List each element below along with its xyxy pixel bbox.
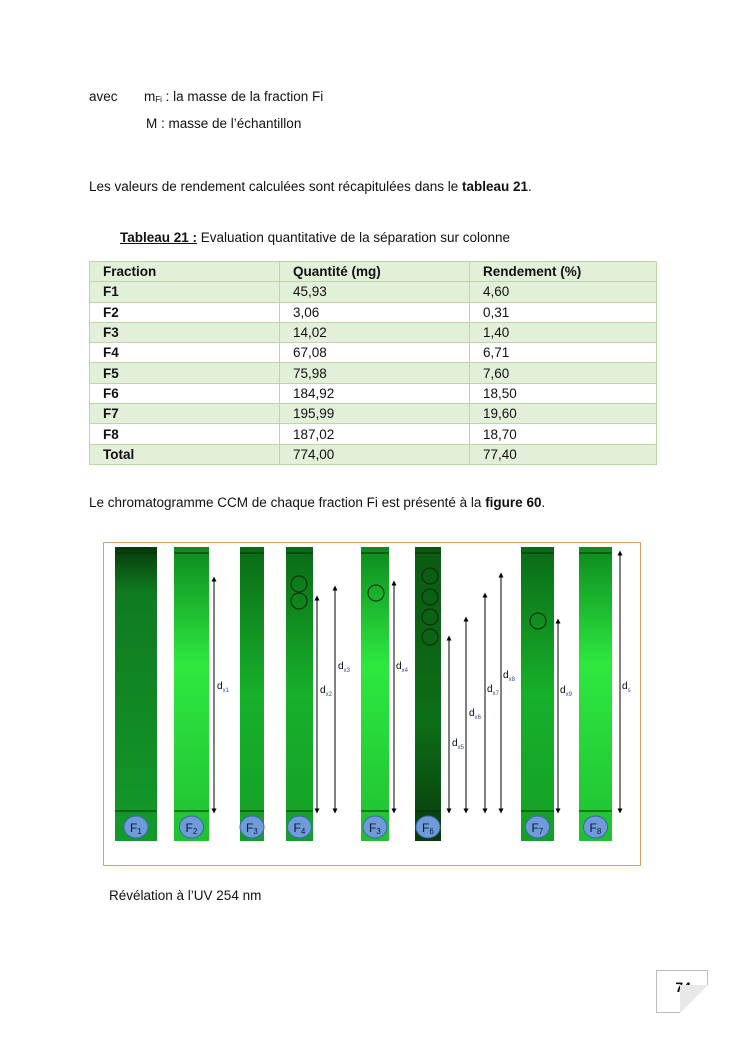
distance-label-sub: x7	[492, 691, 499, 697]
distance-label-sub: x3	[343, 668, 350, 674]
distance-label	[452, 738, 465, 751]
figure-intro	[89, 495, 545, 510]
quantity-cell: 75,98	[280, 363, 470, 383]
plate-body	[415, 547, 441, 841]
yield-cell: 77,40	[470, 444, 657, 464]
distance-label-main: d	[320, 685, 326, 696]
plate-body	[521, 547, 554, 841]
distance-label	[622, 681, 631, 694]
plate-label-letter: F	[531, 821, 539, 835]
tlc-figure	[103, 542, 641, 866]
quantity-cell: 67,08	[280, 343, 470, 363]
page-fold-decoration	[680, 985, 708, 1013]
plate-label-index: 4	[300, 827, 306, 836]
distance-label-sub: x4	[401, 668, 408, 674]
yield-cell: 18,50	[470, 383, 657, 403]
table-caption	[120, 230, 510, 245]
definition-m: M : masse de l’échantillon	[146, 116, 302, 131]
yield-cell: 4,60	[470, 282, 657, 302]
tlc-plate	[579, 547, 612, 841]
figure-intro-text: Le chromatogramme CCM de chaque fraction Fi est présenté à la	[89, 495, 486, 510]
plate-label-index: 1	[137, 827, 142, 836]
distance-label-main: d	[338, 661, 344, 672]
tlc-plate	[240, 547, 264, 841]
plate-body	[286, 547, 313, 841]
plate-label-letter: F	[246, 821, 254, 835]
plate-label-index: 2	[192, 827, 198, 836]
quantity-cell: 45,93	[280, 282, 470, 302]
distance-label-main: d	[503, 670, 509, 681]
tlc-plate	[415, 547, 441, 841]
distance-label-sub: s	[627, 688, 631, 694]
quantity-cell: 187,02	[280, 424, 470, 444]
figure-ref: figure 60	[485, 495, 542, 510]
header-yield: Rendement (%)	[470, 262, 657, 282]
table-row	[90, 322, 657, 342]
distance-label-sub: x6	[474, 715, 481, 721]
page-number-box	[656, 970, 708, 1013]
fraction-cell: F2	[90, 302, 280, 322]
table-row	[90, 282, 657, 302]
m-subscript: Fi	[155, 95, 162, 104]
distance-label-sub: x5	[457, 745, 464, 751]
quantity-cell: 3,06	[280, 302, 470, 322]
plate-body	[579, 547, 612, 841]
fraction-cell: F5	[90, 363, 280, 383]
distance-label-main: d	[396, 661, 402, 672]
fraction-cell: F6	[90, 383, 280, 403]
avec-label: avec	[89, 89, 118, 104]
quantity-cell: 195,99	[280, 404, 470, 424]
revelation-note: Révélation à l’UV 254 nm	[109, 888, 262, 903]
m-symbol: m	[144, 89, 156, 104]
distance-label	[320, 685, 333, 698]
distance-label	[469, 708, 482, 721]
plate-label-letter: F	[293, 821, 301, 835]
table-row	[90, 424, 657, 444]
header-quantity: Quantité (mg)	[280, 262, 470, 282]
distance-label	[560, 685, 573, 698]
distance-label-sub: x9	[565, 692, 572, 698]
yield-cell: 7,60	[470, 363, 657, 383]
intro-table-ref: tableau 21	[461, 179, 529, 194]
tlc-plate	[521, 547, 554, 841]
table-caption-text: Evaluation quantitative de la séparation sur colonne	[197, 230, 510, 245]
distance-label-main: d	[452, 738, 458, 749]
plate-label-letter: F	[589, 821, 597, 835]
distance-label	[487, 684, 500, 697]
fraction-cell: F3	[90, 322, 280, 342]
figure-intro-end: .	[541, 495, 546, 510]
distance-label-main: d	[622, 681, 628, 692]
fraction-cell: Total	[90, 444, 280, 464]
plate-label-letter: F	[369, 821, 377, 835]
plate-label-index: 7	[538, 827, 544, 836]
distance-label-main: d	[560, 685, 566, 696]
tlc-plate	[174, 547, 209, 841]
yield-cell: 18,70	[470, 424, 657, 444]
tlc-chromatogram	[104, 543, 640, 865]
plate-label-index: 6	[429, 827, 434, 836]
plate-body	[174, 547, 209, 841]
yield-cell: 6,71	[470, 343, 657, 363]
table-row	[90, 343, 657, 363]
quantity-cell: 774,00	[280, 444, 470, 464]
plate-label-letter: F	[185, 821, 193, 835]
plate-label-index: 3	[376, 827, 381, 836]
intro-text: Les valeurs de rendement calculées sont récapitulées dans le	[89, 179, 462, 194]
quantity-cell: 14,02	[280, 322, 470, 342]
intro-end: .	[528, 179, 532, 194]
table-caption-label: Tableau 21 :	[120, 230, 198, 245]
yield-cell: 19,60	[470, 404, 657, 424]
fraction-cell: F1	[90, 282, 280, 302]
plate-body	[115, 547, 157, 841]
distance-label-main: d	[487, 684, 493, 695]
table-row	[90, 302, 657, 322]
plate-label-index: 3	[253, 827, 258, 836]
distance-label-sub: x1	[222, 688, 229, 694]
page-number: 74	[675, 979, 691, 995]
distance-label	[338, 661, 351, 674]
fraction-cell: F4	[90, 343, 280, 363]
fraction-cell: F7	[90, 404, 280, 424]
definition-mfi	[89, 89, 323, 104]
table-row	[90, 404, 657, 424]
tlc-plate	[361, 547, 389, 841]
table-body	[90, 282, 657, 465]
yield-cell: 1,40	[470, 322, 657, 342]
fraction-cell: F8	[90, 424, 280, 444]
intro-paragraph	[89, 179, 532, 194]
quantity-cell: 184,92	[280, 383, 470, 403]
tlc-plate	[286, 547, 313, 841]
plate-body	[361, 547, 389, 841]
table-row	[90, 363, 657, 383]
plate-label-letter: F	[422, 821, 430, 835]
plate-label-letter: F	[130, 821, 138, 835]
distance-label-main: d	[217, 681, 223, 692]
header-fraction: Fraction	[90, 262, 280, 282]
distance-label	[217, 681, 230, 694]
plate-label-index: 8	[596, 827, 602, 836]
yield-table	[89, 261, 657, 465]
plate-body	[240, 547, 264, 841]
table-row	[90, 383, 657, 403]
distance-label-sub: x2	[325, 692, 332, 698]
table-header-row	[90, 262, 657, 282]
distance-label-main: d	[469, 708, 475, 719]
table-row	[90, 444, 657, 464]
yield-cell: 0,31	[470, 302, 657, 322]
distance-label	[396, 661, 409, 674]
m-definition-text: : la masse de la fraction Fi	[161, 89, 324, 104]
distance-label-sub: x8	[508, 677, 515, 683]
distance-label	[503, 670, 516, 683]
